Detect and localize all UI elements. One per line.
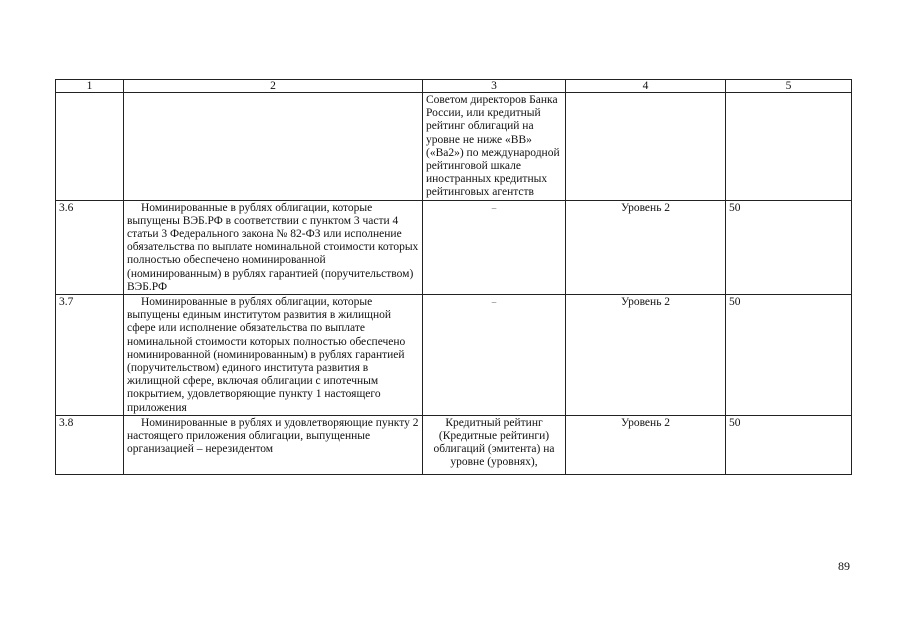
page-number: 89 <box>838 559 850 573</box>
table-row-3-8 <box>56 415 852 474</box>
weight-cell <box>726 93 852 201</box>
row-number-cell <box>56 93 124 201</box>
column-header: 5 <box>726 80 852 93</box>
column-header: 3 <box>423 80 566 93</box>
column-header: 2 <box>124 80 423 93</box>
table-row-3-7 <box>56 295 852 416</box>
requirement-cell <box>423 295 566 416</box>
row-number-cell: 3.6 <box>56 200 124 294</box>
description-cell <box>124 415 423 474</box>
row-number-cell: 3.8 <box>56 415 124 474</box>
dash-mark: – <box>491 297 497 308</box>
weight-cell: 50 <box>726 295 852 416</box>
description-text: Номинированные в рублях и удовлетворяющие пункту 2 настоящего приложения облигации, выпущенные организацией – нерезидентом <box>127 416 419 456</box>
dash-mark: – <box>491 202 497 213</box>
level-cell <box>566 93 726 201</box>
table-row-continuation <box>56 93 852 201</box>
column-header: 1 <box>56 80 124 93</box>
description-text: Номинированные в рублях облигации, которые выпущены ВЭБ.РФ в соответствии с пунктом 3 части 4 статьи 3 Федерального закона № 82-ФЗ или исполнение обязательства по выплате номинальной стоимости которых полностью обеспечено номинированной (номинированным) в рублях гарантией (поручительством) ВЭБ.РФ <box>127 201 419 293</box>
weight-cell: 50 <box>726 200 852 294</box>
row-number-cell: 3.7 <box>56 295 124 416</box>
weight-cell: 50 <box>726 415 852 474</box>
description-text: Номинированные в рублях облигации, которые выпущены единым институтом развития в жилищной сфере или исполнение обязательства по выплате номинальной стоимости которых полностью обеспечено номинированной (номинированным) в рублях гарантией (поручительством) единого института развития в жилищной сфере, включая облигации с ипотечным покрытием, удовлетворяющие пункту 1 настоящего приложения <box>127 296 406 414</box>
requirements-table <box>55 79 852 475</box>
description-cell <box>124 295 423 416</box>
level-cell: Уровень 2 <box>566 200 726 294</box>
column-header: 4 <box>566 80 726 93</box>
description-cell <box>124 93 423 201</box>
requirement-cell: Советом директоров Банка России, или кредитный рейтинг облигаций на уровне не ниже «ВВ» («Ва2») по международной рейтинговой шкале иностранных кредитных рейтинговых агентств <box>423 93 566 201</box>
description-cell <box>124 200 423 294</box>
level-cell: Уровень 2 <box>566 415 726 474</box>
requirement-cell <box>423 200 566 294</box>
requirement-cell: Кредитный рейтинг (Кредитные рейтинги) облигаций (эмитента) на уровне (уровнях), <box>423 415 566 474</box>
level-cell: Уровень 2 <box>566 295 726 416</box>
table-row-3-6 <box>56 200 852 294</box>
table-header-row <box>56 80 852 93</box>
